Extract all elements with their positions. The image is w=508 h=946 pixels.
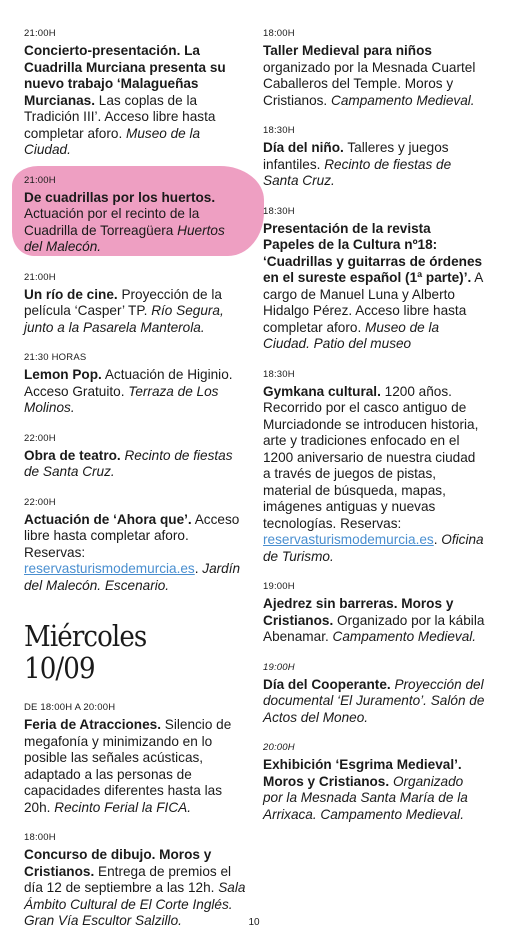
event-title: Lemon Pop. <box>24 367 102 382</box>
event-time: 21:30 HORAS <box>24 352 87 363</box>
event-time: 21:00H <box>24 271 56 283</box>
event-gymkana: 18:30H Gymkana cultural. 1200 años. Recorrido por el casco antiguo de Murciadonde se introducen historia, arte y tradiciones enfocado en el 1200 aniversario de nuestra ciudad a través de juegos de pistas, material de búsqueda, mapas, imágenes antiguas y nuevas tecnologías. Reservas: reservasturismodemurcia.es. Oficina de Turismo. <box>263 368 484 564</box>
event-desc: Las coplas de la Tradición III’. Acceso libre hasta completar aforo. <box>24 92 216 141</box>
event-time: 18:30H <box>263 205 295 217</box>
event-feria <box>24 702 246 816</box>
day-heading: Miércoles 10/09 <box>24 619 147 685</box>
event-presentacion-revista <box>263 206 485 353</box>
event-dia-cooperante <box>263 662 485 727</box>
event-time: 22:00H <box>24 496 56 508</box>
event-desc: Acceso libre hasta completar aforo. Reservas: <box>24 511 240 560</box>
event-place: Huertos del Malecón. <box>24 222 225 254</box>
event-concierto <box>24 28 246 159</box>
event-title: Presentación de la revista Papeles de la Cultura nº18: ‘Cuadrillas y guitarras de órdenes en el sureste español (1ª parte)’. <box>263 220 483 285</box>
event-title: Feria de Atracciones. <box>24 717 161 732</box>
event-title: Gymkana cultural. <box>263 383 381 399</box>
event-desc: Entrega de premios el día 12 de septiembre a las 12h. <box>24 863 232 895</box>
event-time: 21:00H <box>24 174 56 186</box>
highlighted-event-block <box>24 175 246 256</box>
event-title: Concierto-presentación. La Cuadrilla Murciana presenta su nuevo trabajo ‘Malagueñas Murcianas. <box>24 43 226 108</box>
event-ajedrez <box>263 581 485 646</box>
event-place: Campamento Medieval. <box>331 92 475 108</box>
event-title: Ajedrez sin barreras. Moros y Cristianos. <box>263 596 454 628</box>
event-desc: 1200 años. Recorrido por el casco antiguo de Murciadonde se introducen historia, arte y tradiciones enfocado en el 1200 aniversario de nuestra ciudad a través de juegos de pistas, material de búsqueda, mapas, imágenes antiguas y nuevas tecnologías. Reservas: <box>263 383 479 531</box>
event-lemon-pop <box>24 352 246 417</box>
event-desc: Actuación por el recinto de la Cuadrilla de Torreagüera <box>24 206 200 238</box>
right-column <box>263 28 485 839</box>
event-desc: A cargo de Manuel Luna y Alberto Hidalgo Pérez. Acceso libre hasta completar aforo. <box>263 270 483 335</box>
event-place: Río Segura, junto a la Pasarela Manterola. <box>24 303 224 335</box>
event-esgrima <box>263 742 485 823</box>
event-place: Oficina de Turismo. <box>263 532 484 564</box>
event-desc: organizado por la Mesnada Cuartel Caballeros del Temple. Moros y Cristianos. <box>263 59 476 108</box>
event-desc: Organizado por la kábila Abenamar. <box>263 612 485 644</box>
event-time: 20:00H <box>263 742 295 753</box>
event-title: Día del niño. <box>263 140 344 155</box>
event-place: Terraza de Los Molinos. <box>24 383 219 415</box>
event-place: Sala Ámbito Cultural de El Corte Inglés. Gran Vía Escultor Salzillo. <box>24 880 246 928</box>
event-desc: Actuación de Higinio. Acceso Gratuito. <box>24 367 233 399</box>
event-time: 21:00H <box>24 28 56 39</box>
event-time: 18:00H <box>24 832 56 843</box>
event-title: Obra de teatro. <box>24 447 121 463</box>
event-place: Jardín del Malecón. Escenario. <box>24 561 241 593</box>
event-desc: Talleres y juegos infantiles. <box>263 140 449 172</box>
event-concurso-dibujo <box>24 832 246 930</box>
event-time: 22:00H <box>24 432 56 444</box>
event-desc: Silencio de megafonía y minimizando en lo posible las señales acústicas, adaptado a las personas de capacidades diferentes hasta las 20h. <box>24 717 232 815</box>
page-number: 10 <box>248 917 260 928</box>
event-place: Recinto Ferial la FICA. <box>54 799 191 815</box>
event-place: Recinto de fiestas de Santa Cruz. <box>263 156 452 188</box>
event-place: Recinto de fiestas de Santa Cruz. <box>24 447 233 479</box>
event-title: Día del Cooperante. <box>263 676 391 692</box>
reservations-link[interactable]: reservasturismodemurcia.es <box>24 561 195 576</box>
event-taller-medieval <box>263 28 485 109</box>
left-column <box>24 28 246 946</box>
event-time: 19:00H <box>263 661 295 673</box>
event-rio-de-cine <box>24 272 246 337</box>
event-place: Museo de la Ciudad. Patio del museo <box>263 319 440 351</box>
event-title: Actuación de ‘Ahora que’. <box>24 511 192 527</box>
event-title: Un río de cine. <box>24 286 118 302</box>
event-ahora-que: 22:00H Actuación de ‘Ahora que’. Acceso libre hasta completar aforo. Reservas: reservasturismodemurcia.es. Jardín del Malecón. Escenario. <box>24 497 246 595</box>
event-title: Taller Medieval para niños <box>263 43 432 58</box>
event-time: 18:30H <box>263 368 295 380</box>
event-time: DE 18:00H A 20:00H <box>24 702 116 713</box>
event-place: Museo de la Ciudad. <box>24 125 201 157</box>
event-time: 19:00H <box>263 581 295 592</box>
event-title: De cuadrillas por los huertos. <box>24 189 216 205</box>
event-time: 18:30H <box>263 125 295 136</box>
event-place: Proyección del documental ‘El Juramento’. Salón de Actos del Moneo. <box>263 676 485 725</box>
event-place: Campamento Medieval. <box>332 629 477 644</box>
event-time: 18:00H <box>263 28 295 39</box>
event-title: Exhibición ‘Esgrima Medieval’. Moros y Cristianos. <box>263 757 462 789</box>
event-place: Organizado por la Mesnada Santa María de la Arrixaca. Campamento Medieval. <box>263 773 468 822</box>
event-dia-del-nino <box>263 125 485 190</box>
event-desc: Proyección de la película ‘Casper’ TP. <box>24 286 222 318</box>
event-cuadrillas <box>24 175 246 256</box>
reservations-link[interactable]: reservasturismodemurcia.es <box>263 532 434 547</box>
event-title: Concurso de dibujo. Moros y Cristianos. <box>24 847 212 879</box>
event-obra-teatro <box>24 433 246 481</box>
